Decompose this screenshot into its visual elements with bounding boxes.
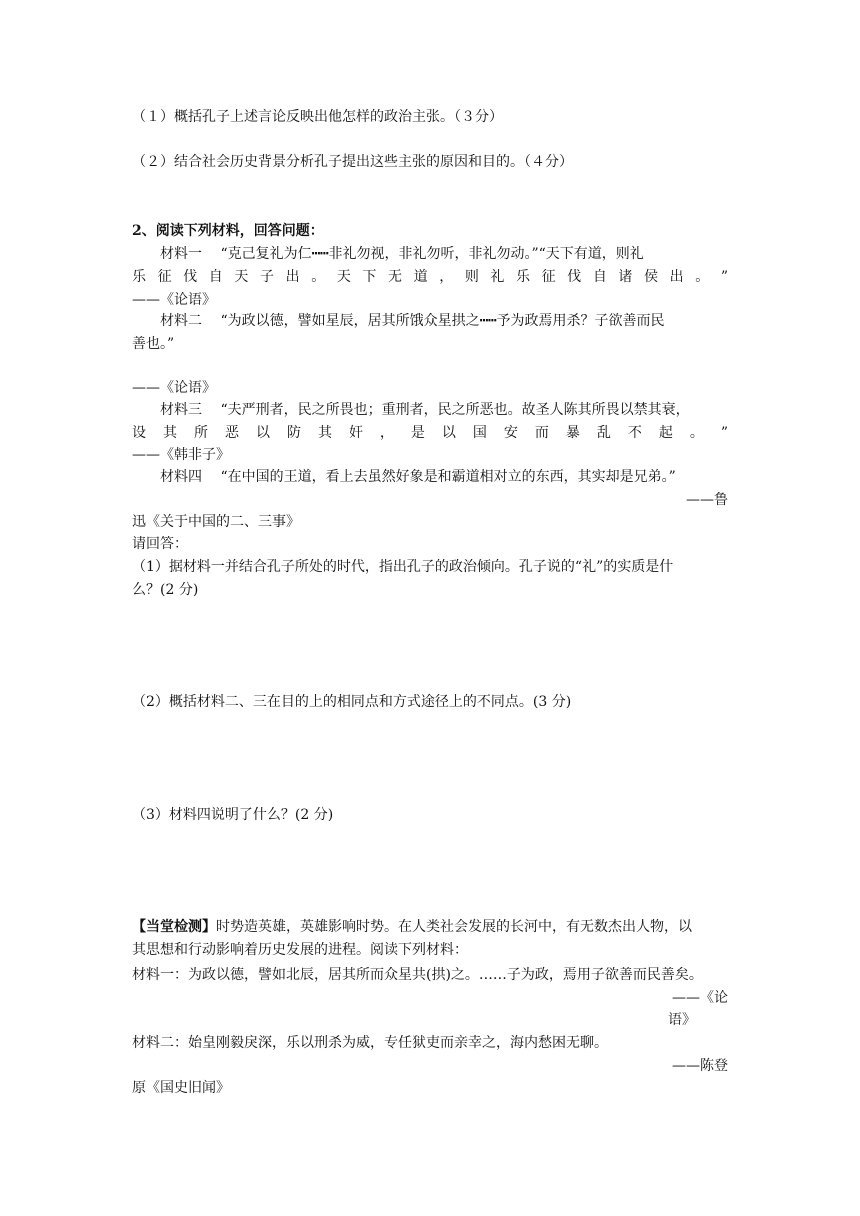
check-material2-source-b: 原《国史旧闻》 <box>132 1080 230 1096</box>
check-material1-text: 材料一：为政以德，譬如北辰，居其所而众星共(拱)之。……子为政，焉用子欲善而民善矣。 <box>132 967 703 983</box>
question-2: （２）结合社会历史背景分析孔子提出这些主张的原因和目的。（４分） <box>132 154 573 170</box>
material2-line2: 善也。” <box>132 336 175 352</box>
check-label: 【当堂检测】 <box>132 919 216 935</box>
sub-question-1-line2: 么？(2 分) <box>132 582 199 598</box>
material1-line2: 乐 征 伐 自 天 子 出 。 天 下 无 道 ， 则 礼 乐 征 伐 自 诸 侯 出 。 ” <box>132 269 728 285</box>
check-intro-text: 时势造英雄，英雄影响时势。在人类社会发展的长河中，有无数杰出人物，以 <box>216 919 692 935</box>
material1-source: ——《论语》 <box>132 292 216 308</box>
material1-line1: 材料一 “克己复礼为仁┅┅非礼勿视，非礼勿听，非礼勿动。”“天下有道，则礼 <box>160 246 644 262</box>
check-material2-source-a: ——陈登 <box>672 1058 728 1074</box>
check-material1-source-a: ——《论 <box>672 990 728 1006</box>
answer-prompt: 请回答： <box>132 536 188 552</box>
material4-line1: 材料四 “在中国的王道，看上去虽然好象是和霸道相对立的东西，其实却是兄弟。” <box>160 469 676 485</box>
check-material2-text: 材料二：始皇刚毅戾深，乐以刑杀为威，专任狱吏而亲幸之，海内愁困无聊。 <box>132 1035 608 1051</box>
material3-line1: 材料三 “夫严刑者，民之所畏也；重刑者，民之所恶也。故圣人陈其所畏以禁其衰， <box>160 402 690 418</box>
section2-heading: 2、阅读下列材料，回答问题： <box>132 223 324 239</box>
material2-line1: 材料二 “为政以德，譬如星辰，居其所饿众星拱之┅┅予为政焉用杀？子欲善而民 <box>160 313 665 329</box>
material2-source: ——《论语》 <box>132 380 216 396</box>
material3-source: ——《韩非子》 <box>132 447 230 463</box>
check-intro-line1 <box>132 917 692 937</box>
material3-line2: 设 其 所 恶 以 防 其 奸 ， 是 以 国 安 而 暴 乱 不 起 。 ” <box>132 425 728 441</box>
sub-question-3: （3）材料四说明了什么？(2 分) <box>132 807 334 823</box>
material4-source-b: 迅《关于中国的二、三事》 <box>132 514 300 530</box>
question-1: （１）概括孔子上述言论反映出他怎样的政治主张。（３分） <box>132 109 503 125</box>
sub-question-2: （2）概括材料二、三在目的上的相同点和方式途径上的不同点。(3 分) <box>132 694 572 710</box>
material4-source-a: ——鲁 <box>686 492 728 508</box>
check-intro-line2: 其思想和行动影响着历史发展的进程。阅读下列材料： <box>132 942 468 958</box>
sub-question-1-line1: （1）据材料一并结合孔子所处的时代，指出孔子的政治倾向。孔子说的“礼”的实质是什 <box>132 559 674 575</box>
check-material1-source-b: 语》 <box>668 1012 696 1028</box>
